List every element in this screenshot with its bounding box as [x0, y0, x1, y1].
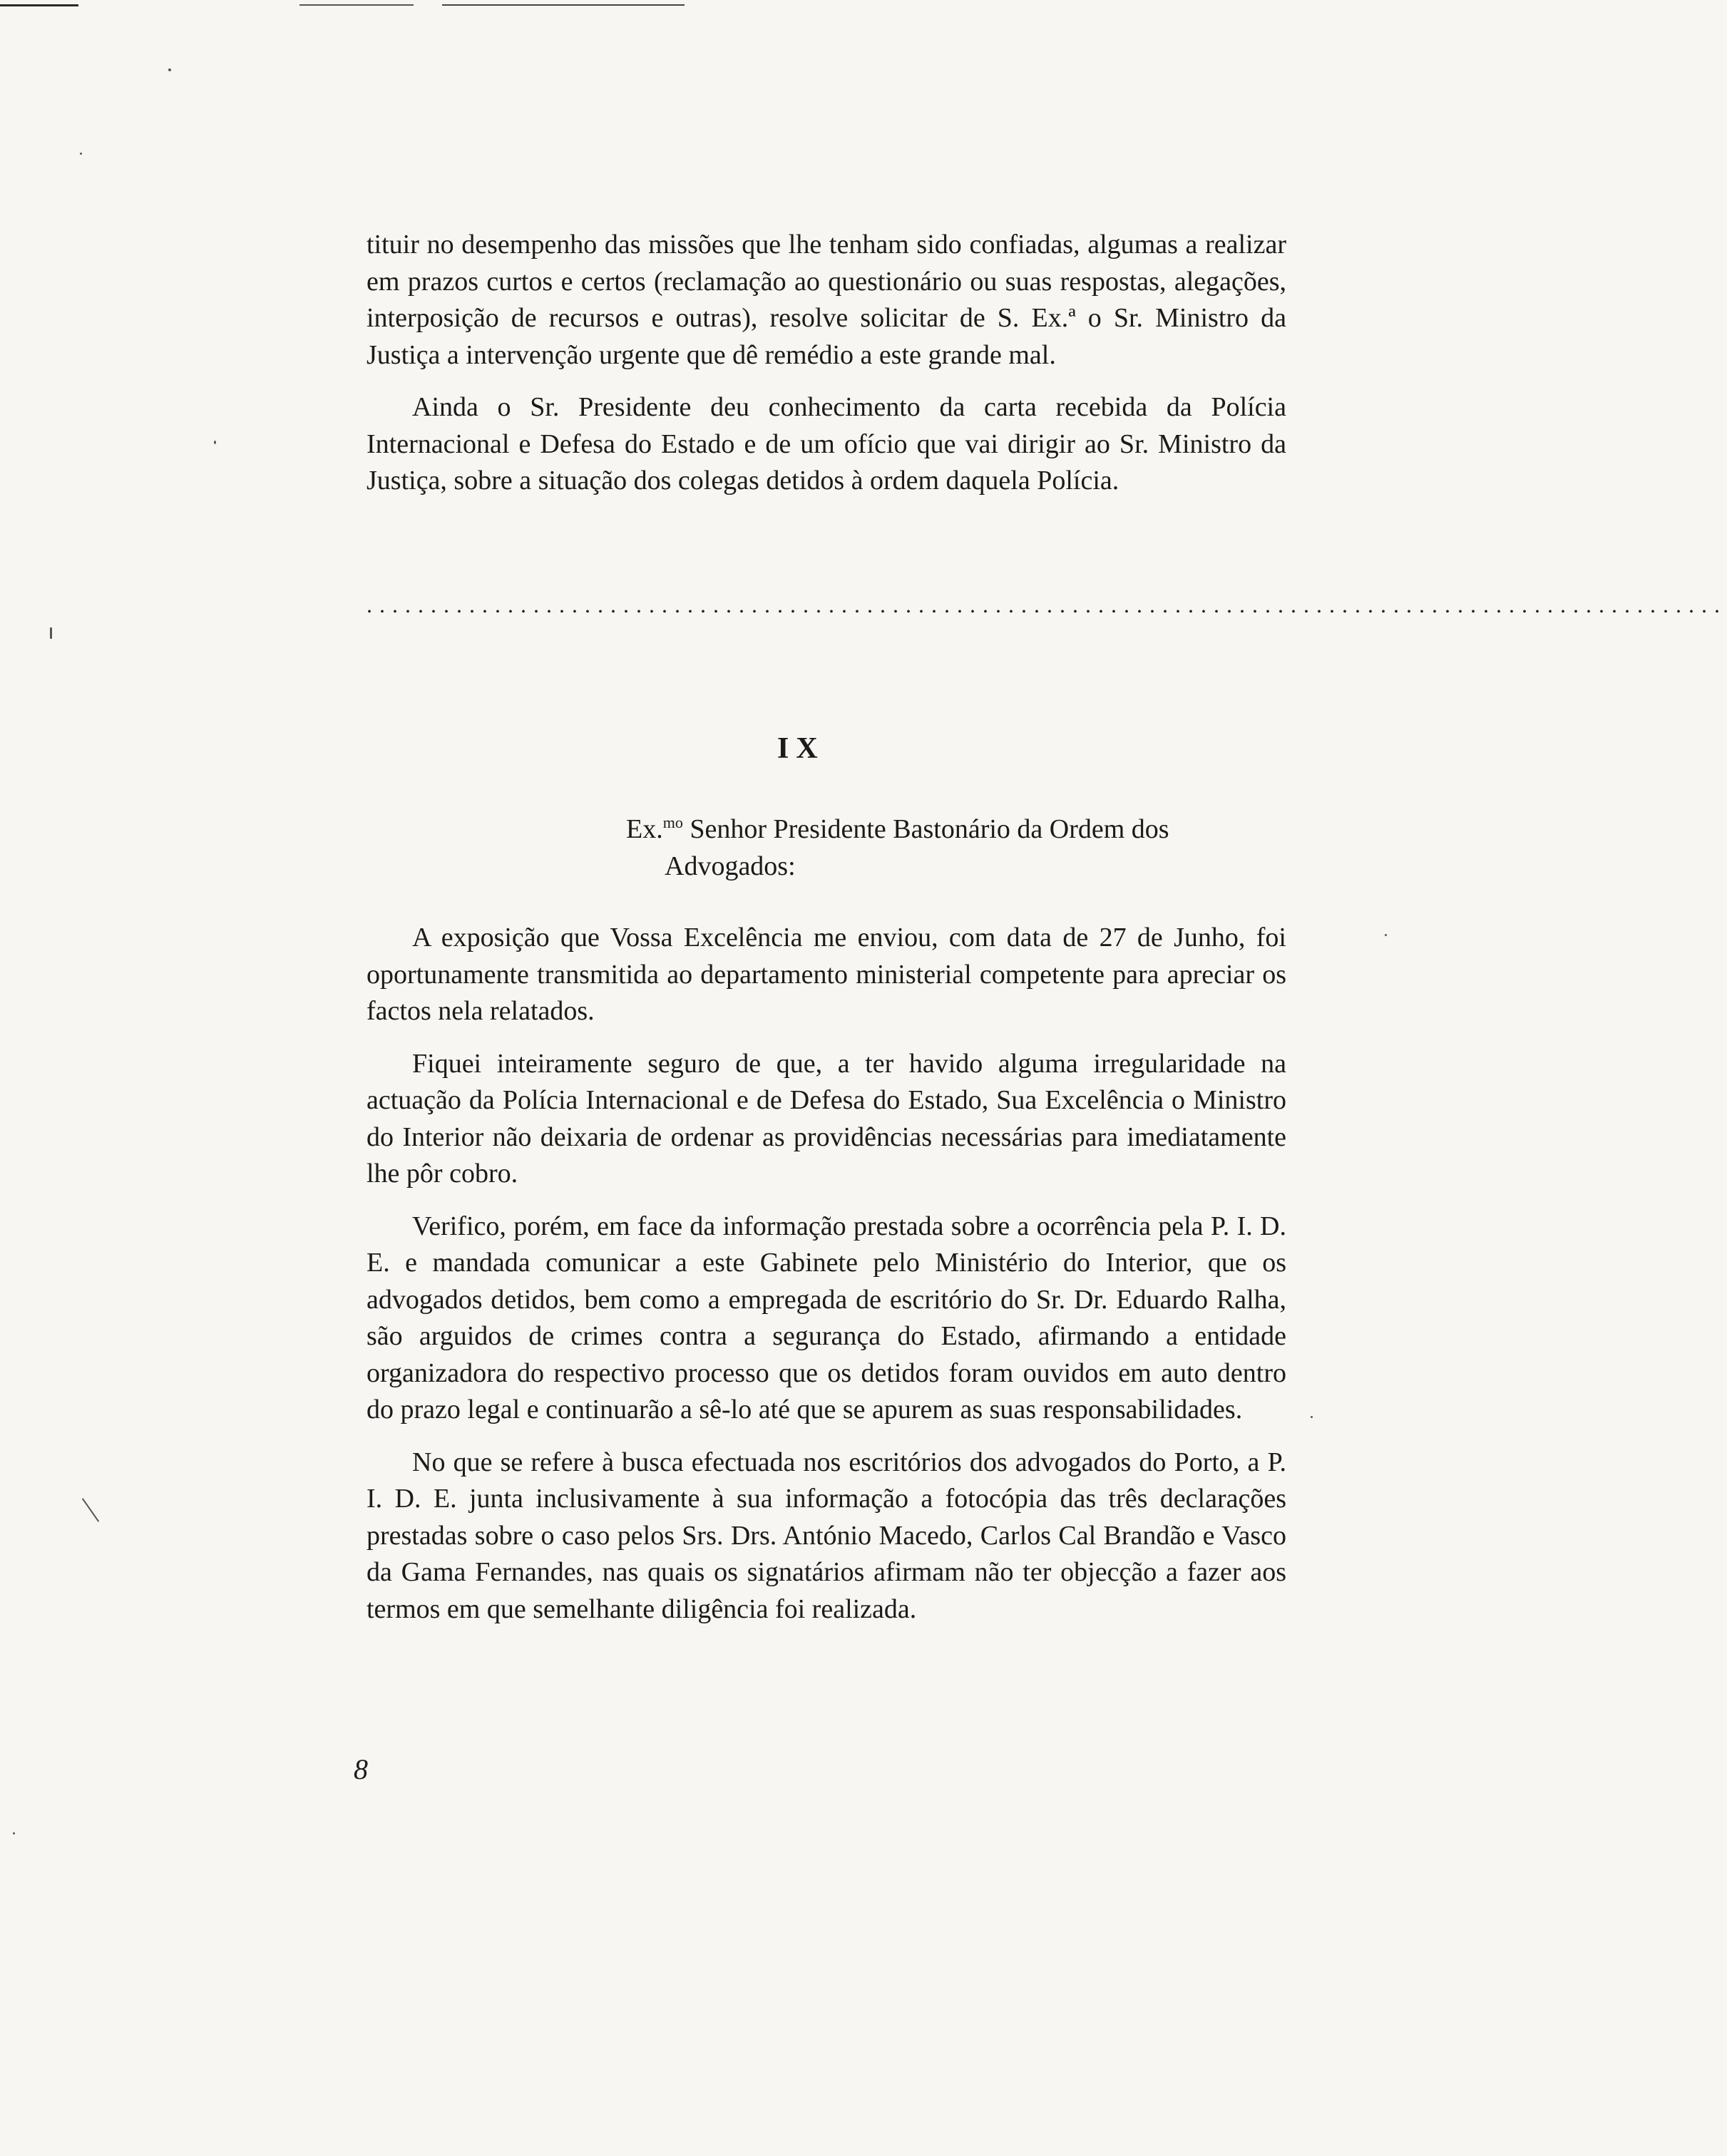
scan-speck: [50, 627, 52, 639]
paragraph: tituir no desempenho das missões que lhe tenham sido confiadas, algumas a realizar em prazos curtos e certos (reclamação ao questionário ou suas respostas, alegações, interposição de recursos e outras), resolve solicitar de S. Ex.ª o Sr. Ministro da Justiça a intervenção urgente que dê remédio a este grande mal.: [367, 230, 1286, 370]
section-heading: IX: [777, 732, 825, 765]
paragraph: Fiquei inteiramente seguro de que, a ter havido alguma irregularidade na actuação da Polícia Internacional e de Defesa do Estado, Sua Excelência o Ministro do Interior não deixaria de ordenar as providências necessárias para imediatamente lhe pôr cobro.: [367, 1048, 1286, 1189]
scan-speck: [1385, 934, 1387, 936]
scan-speck: [13, 1832, 15, 1834]
letter-body: [367, 920, 1286, 1643]
paragraph: A exposição que Vossa Excelência me enviou, com data de 27 de Junho, foi oportunamente transmitida ao departamento ministerial competente para apreciar os factos nela relatados.: [367, 923, 1286, 1026]
scan-edge-mark: [0, 4, 78, 6]
salutation: [626, 804, 1286, 885]
scan-speck: [1311, 1416, 1313, 1418]
salutation-prefix: Ex.: [626, 814, 663, 844]
salutation-line-2: Advogados:: [665, 851, 796, 881]
paragraph: No que se refere à busca efectuada nos escritórios dos advogados do Porto, a P. I. D. E. junta inclusivamente à sua informação a fotocópia das três declarações prestadas sobre o caso pelos Srs. Drs. António Macedo, Carlos Cal Brandão e Vasco da Gama Fernandes, nas quais os signatários afirmam não ter objecção a fazer aos termos em que semelhante diligência foi realizada.: [367, 1447, 1286, 1624]
page-number: 8: [354, 1753, 368, 1785]
salutation-rest: Senhor Presidente Bastonário da Ordem dos: [682, 814, 1169, 844]
paragraph: Verifico, porém, em face da informação prestada sobre a ocorrência pela P. I. D. E. e mandada comunicar a este Gabinete pelo Ministério do Interior, que os advogados detidos, bem como a empregada de escritório do Sr. Dr. Eduardo Ralha, são arguidos de crimes contra a segurança do Estado, afirmando a entidade organizadora do respectivo processo que os detidos foram ouvidos em auto dentro do prazo legal e continuarão a sê-lo até que se apurem as suas responsabilidades.: [367, 1211, 1286, 1424]
scan-edge-mark: [299, 4, 414, 6]
scan-edge-mark: [442, 4, 685, 6]
salutation-superscript: mo: [662, 813, 683, 831]
scan-speck: [168, 68, 171, 71]
scan-speck: [80, 153, 82, 155]
scan-speck: [82, 1498, 100, 1522]
paragraph: Ainda o Sr. Presidente deu conhecimento da carta recebida da Polícia Internacional e Defesa do Estado e de um ofício que vai dirigir ao Sr. Ministro da Justiça, sobre a situação dos colegas detidos à ordem daquela Polícia.: [367, 392, 1286, 496]
dotted-separator: ..........................................................................................................: [367, 592, 1727, 617]
scan-speck: [214, 441, 216, 444]
text-block-top: [367, 227, 1286, 515]
